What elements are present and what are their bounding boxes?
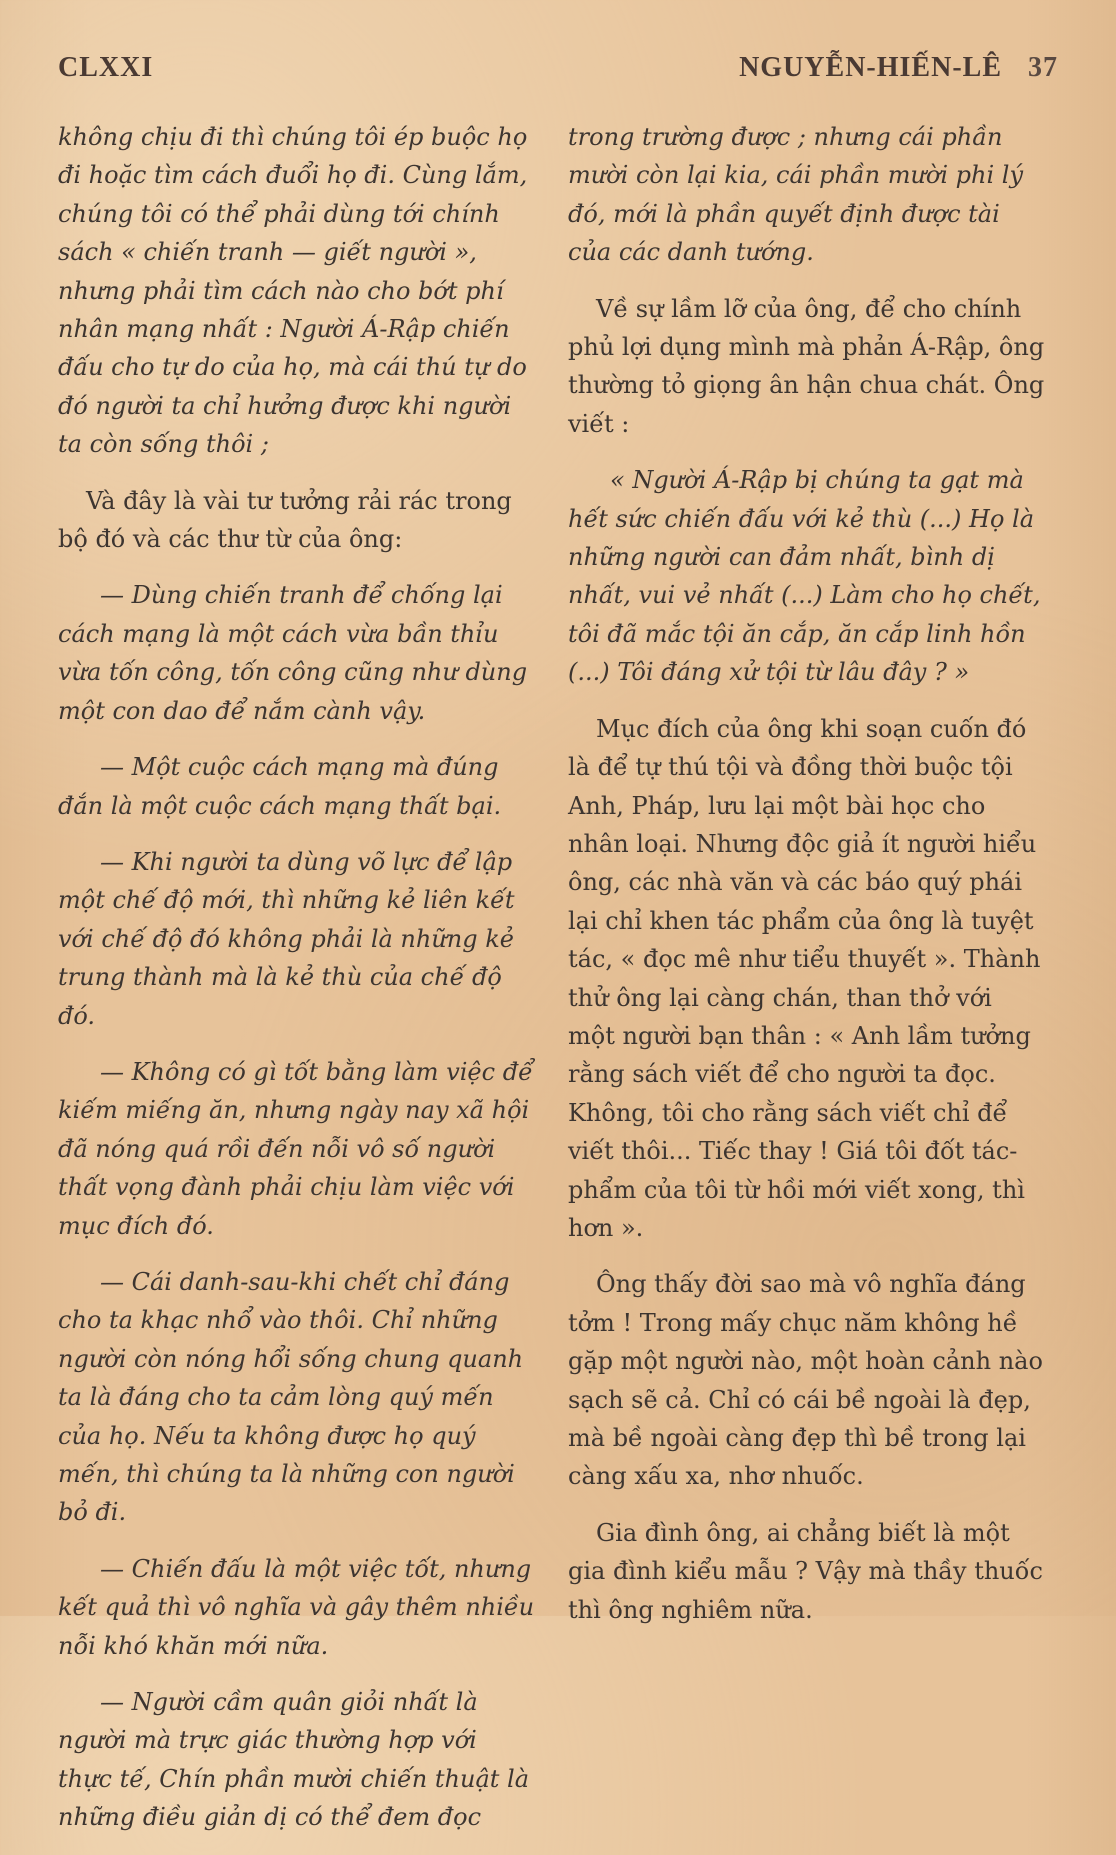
quote-paragraph: — Khi người ta dùng võ lực để lập một chế độ mới, thì những kẻ liên kết với chế độ đó không phải là những kẻ trung thành mà là kẻ thù của chế độ đó.: [58, 847, 515, 1030]
paragraph: Gia đình ông, ai chẳng biết là một gia đình kiểu mẫu ? Vậy mà thầy thuốc thì ông nghiêm nữa.: [568, 1518, 1043, 1624]
paragraph: Và đây là vài tư tưởng rải rác trong bộ đó và các thư từ của ông:: [58, 486, 512, 554]
quote-paragraph: « Người Á-Rập bị chúng ta gạt mà hết sức chiến đấu với kẻ thù (...) Họ là những người can đảm nhất, bình dị nhất, vui vẻ nhất (...) Làm cho họ chết, tôi đã mắc tội ăn cắp, ăn cắp linh hồn (...) Tôi đáng xử tội từ lâu đây ? »: [568, 466, 1041, 687]
quote-paragraph: — Một cuộc cách mạng mà đúng đắn là một cuộc cách mạng thất bại.: [58, 753, 502, 820]
paragraph: Về sự lầm lỡ của ông, để cho chính phủ lợi dụng mình mà phản Á-Rập, ông thường tỏ giọng ân hận chua chát. Ông viết :: [568, 294, 1045, 438]
left-column: [58, 118, 536, 1855]
quote-paragraph: — Cái danh-sau-khi chết chỉ đáng cho ta khạc nhổ vào thôi. Chỉ những người còn nóng hổi sống chung quanh ta là đáng cho ta cảm lòng quý mến của họ. Nếu ta không được họ quý mến, thì chúng ta là những con người bỏ đi.: [58, 1267, 524, 1527]
paragraph: không chịu đi thì chúng tôi ép buộc họ đi hoặc tìm cách đuổi họ đi. Cùng lắm, chúng tôi có thể phải dùng tới chính sách « chiến tranh — giết người », nhưng phải tìm cách nào cho bớt phí nhân mạng nhất : Người Á-Rập chiến đấu cho tự do của họ, mà cái thú tự do đó người ta chỉ hưởng được khi người ta còn sống thôi ;: [58, 123, 528, 459]
paragraph: trong trường được ; nhưng cái phần mười còn lại kia, cái phần mười phi lý đó, mới là phần quyết định được tài của các danh tướng.: [568, 123, 1024, 267]
running-header-author: NGUYỄN-HIẾN-LÊ: [739, 52, 1002, 83]
quote-paragraph: — Chiến đấu là một việc tốt, nhưng kết quả thì vô nghĩa và gây thêm nhiều nỗi khó khăn mới nữa.: [58, 1554, 535, 1660]
quote-paragraph: — Dùng chiến tranh để chống lại cách mạng là một cách vừa bần thỉu vừa tốn công, tốn công cũng như dùng một con dao để nắm cành vậy.: [58, 581, 528, 725]
running-header-left: CLXXI: [58, 52, 154, 83]
running-header-right: [739, 52, 1058, 84]
quote-paragraph: — Người cầm quân giỏi nhất là người mà trực giác thường hợp với thực tế, Chín phần mười chiến thuật là những điều giản dị có thể đem đọc: [58, 1688, 530, 1832]
right-column: [568, 118, 1046, 1647]
paragraph: Ông thấy đời sao mà vô nghĩa đáng tởm ! Trong mấy chục năm không hề gặp một người nào, một hoàn cảnh nào sạch sẽ cả. Chỉ có cái bề ngoài là đẹp, mà bề ngoài càng đẹp thì bề trong lại càng xấu xa, nhơ nhuốc.: [568, 1270, 1043, 1491]
quote-paragraph: — Không có gì tốt bằng làm việc để kiếm miếng ăn, nhưng ngày nay xã hội đã nóng quá rồi đến nỗi vô số người thất vọng đành phải chịu làm việc với mục đích đó.: [58, 1057, 533, 1240]
paragraph: Mục đích của ông khi soạn cuốn đó là để tự thú tội và đồng thời buộc tội Anh, Pháp, lưu lại một bài học cho nhân loại. Nhưng độc giả ít người hiểu ông, các nhà văn và các báo quý phái lại chỉ khen tác phẩm của ông là tuyệt tác, « đọc mê như tiểu thuyết ». Thành thử ông lại càng chán, than thở với một người bạn thân : « Anh lầm tưởng rằng sách viết để cho người ta đọc. Không, tôi cho rằng sách viết chỉ để viết thôi... Tiếc thay ! Giá tôi đốt tác-phẩm của tôi từ hồi mới viết xong, thì hơn ».: [568, 714, 1041, 1242]
page-number: 37: [1028, 52, 1058, 83]
